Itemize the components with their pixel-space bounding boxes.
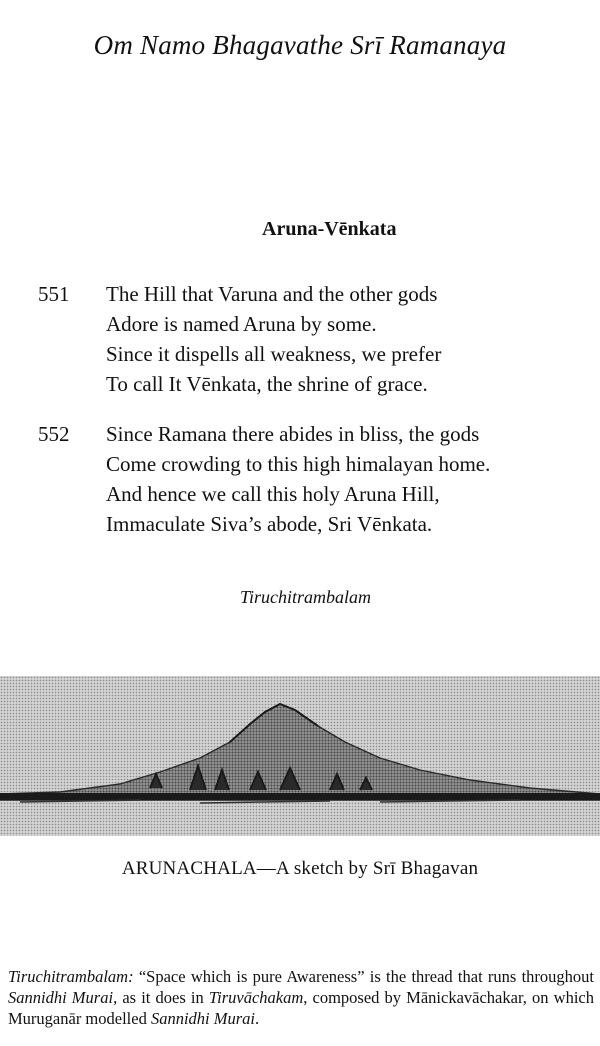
footnote-text: “Space which is pure Awareness” is the thread that runs throughout (133, 967, 594, 986)
ground-line (0, 793, 600, 800)
footnote-text: . (255, 1009, 260, 1028)
section-heading: Aruna-Vēnkata (262, 218, 397, 240)
verse-line: Immaculate Siva’s abode, Sri Vēnkata. (106, 512, 433, 536)
verse-lines (106, 419, 566, 539)
footnote-work: Sannidhi Murai (150, 1009, 256, 1028)
verse-number: 551 (38, 282, 70, 306)
verse-line: Adore is named Aruna by some. (106, 312, 377, 336)
footnote-term: Tiruchitrambalam: (8, 967, 134, 986)
verse-line: Since Ramana there abides in bliss, the gods (106, 422, 480, 446)
closing-word: Tiruchitrambalam (240, 587, 372, 607)
arunachala-sketch (0, 676, 600, 836)
footnote-work: Tiruvāchakam (208, 988, 304, 1007)
verse-number: 552 (38, 422, 70, 446)
footnote-work: Sannidhi Murai (8, 988, 114, 1007)
verse-line: To call It Vēnkata, the shrine of grace. (106, 372, 428, 396)
verse-line: Since it dispells all weakness, we prefer (106, 342, 442, 366)
footnote-text: , as it does in (113, 988, 209, 1007)
figure-caption: ARUNACHALA—A sketch by Srī Bhagavan (121, 858, 479, 879)
page-title: Om Namo Bhagavathe Srī Ramanaya (93, 30, 507, 60)
verse-lines (106, 279, 566, 399)
verse-line: Come crowding to this high himalayan home. (106, 452, 491, 476)
footnote-text: , composed by Mānickavāchakar, on which Muruganār modelled (8, 988, 594, 1028)
verse-line: The Hill that Varuna and the other gods (106, 282, 438, 306)
footnote (8, 966, 594, 1029)
verse-line: And hence we call this holy Aruna Hill, (106, 482, 440, 506)
